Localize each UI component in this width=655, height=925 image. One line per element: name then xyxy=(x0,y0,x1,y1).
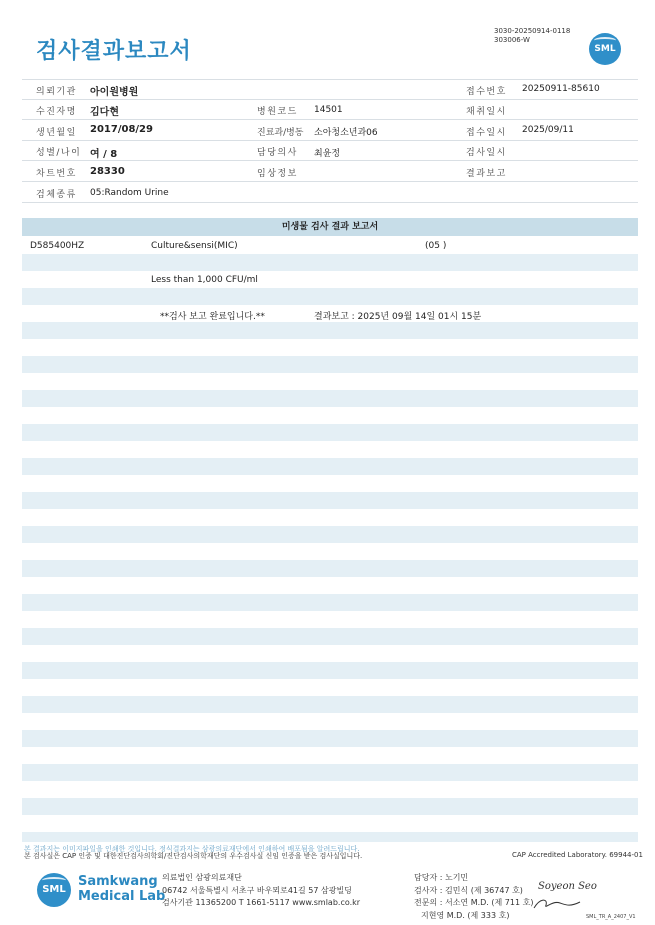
result-row-stripe xyxy=(22,322,638,339)
label-receipt-datetime: 접수일시 xyxy=(466,128,507,138)
attending-doctor: 최윤정 xyxy=(314,149,341,159)
image-print-warning: 본 결과지는 이미지파일을 인쇄한 것입니다. 정식결과지는 삼광의료재단에서 인쇄하여 배포됨을 알려드립니다. xyxy=(24,845,360,853)
result-row-stripe xyxy=(22,560,638,577)
patient-name: 김다현 xyxy=(90,107,119,118)
document-number xyxy=(494,27,570,45)
result-row-stripe xyxy=(22,288,638,305)
divider xyxy=(22,160,638,161)
divider xyxy=(22,99,638,100)
result-row-stripe xyxy=(22,798,638,815)
requesting-institution: 아이원병원 xyxy=(90,87,139,98)
chart-number: 28330 xyxy=(90,166,125,177)
staff-tester: 검사자 : 김민식 (제 36747 호) xyxy=(414,885,523,895)
hospital-code: 14501 xyxy=(314,105,343,115)
divider xyxy=(22,202,638,203)
result-row-stripe xyxy=(22,764,638,781)
page-title: 검사결과보고서 xyxy=(36,39,192,64)
results-section-title: 미생물 검사 결과 보고서 xyxy=(22,218,638,236)
label-test-datetime: 검사일시 xyxy=(466,148,507,158)
culture-result: Less than 1,000 CFU/ml xyxy=(151,275,258,285)
receipt-datetime: 2025/09/11 xyxy=(522,125,574,135)
label-requesting-institution: 의뢰기관 xyxy=(36,87,77,97)
result-row-stripe xyxy=(22,730,638,747)
contact: 검사기관 11365200 T 1661-5117 www.smlab.co.kr xyxy=(162,898,361,907)
label-hospital-code: 병원코드 xyxy=(257,107,298,117)
result-row-stripe xyxy=(22,832,638,842)
divider xyxy=(22,119,638,120)
brand-name xyxy=(78,874,165,904)
staff-specialist-1: 전문의 : 서소연 M.D. (제 711 호) xyxy=(414,898,534,907)
staff-in-charge: 담당자 : 노기민 xyxy=(414,873,469,882)
department-ward: 소아청소년과06 xyxy=(314,128,378,138)
report-complete-note: **검사 보고 완료입니다.** xyxy=(160,312,265,322)
result-row-stripe xyxy=(22,356,638,373)
result-row-stripe xyxy=(22,696,638,713)
result-row-stripe xyxy=(22,254,638,271)
label-specimen-type: 검체종류 xyxy=(36,190,77,200)
brand-name-line-2: Medical Lab xyxy=(78,889,166,904)
specimen-code: (05 ) xyxy=(425,241,447,251)
test-code: D585400HZ xyxy=(30,241,85,251)
label-receipt-number: 접수번호 xyxy=(466,87,507,97)
address: 06742 서울특별시 서초구 바우뫼로41길 57 삼광빌딩 xyxy=(162,885,352,895)
result-row-stripe xyxy=(22,424,638,441)
signature: Soyeon Seo xyxy=(538,881,597,892)
label-collection-datetime: 채취일시 xyxy=(466,107,507,117)
signature-scribble xyxy=(530,894,590,912)
label-birth-date: 생년월일 xyxy=(36,128,77,138)
result-row-stripe xyxy=(22,662,638,679)
label-chart-number: 차트번호 xyxy=(36,169,77,179)
result-row-stripe xyxy=(22,492,638,509)
divider xyxy=(22,140,638,141)
result-row-stripe xyxy=(22,628,638,645)
document-number-line-2: 303006-W xyxy=(494,36,530,44)
result-row-stripe xyxy=(22,594,638,611)
divider xyxy=(22,79,638,80)
organization-name: 의료법인 삼광의료재단 xyxy=(162,873,242,882)
specimen-type: 05:Random Urine xyxy=(90,188,169,198)
staff-specialist-2: 지현영 M.D. (제 333 호) xyxy=(421,910,510,920)
cap-accreditation: CAP Accredited Laboratory. 69944-01 xyxy=(512,851,643,859)
label-attending-doctor: 담당의사 xyxy=(257,148,298,158)
sml-logo: SML xyxy=(37,873,71,907)
label-patient-name: 수진자명 xyxy=(36,107,77,117)
label-clinical-info: 임상정보 xyxy=(257,169,298,179)
report-datetime: 결과보고 : 2025년 09월 14일 01시 15분 xyxy=(314,312,482,322)
birth-date: 2017/08/29 xyxy=(90,124,153,135)
lab-address-block xyxy=(162,872,360,910)
label-sex-age: 성별/나이 xyxy=(36,148,82,158)
certification-note: 본 검사실은 CAP 인증 및 대한진단검사의학회/진단검사의학재단의 우수검사실 신임 인증을 받은 검사실입니다. xyxy=(24,852,363,860)
sml-logo: SML xyxy=(589,33,621,65)
document-number-line-1: 3030-20250914-0118 xyxy=(494,27,571,35)
test-name: Culture&sensi(MIC) xyxy=(151,241,238,251)
label-result-report: 결과보고 xyxy=(466,169,507,179)
brand-name-line-1: Samkwang xyxy=(78,874,158,889)
divider xyxy=(22,181,638,182)
result-row-stripe xyxy=(22,390,638,407)
staff-block xyxy=(414,872,533,922)
form-code: SML_TR_A_2407_V1 xyxy=(586,914,636,920)
result-row-stripe xyxy=(22,458,638,475)
receipt-number: 20250911-85610 xyxy=(522,84,600,94)
label-department-ward: 진료과/병동 xyxy=(257,128,304,138)
result-row-stripe xyxy=(22,526,638,543)
sex-age: 여 / 8 xyxy=(90,149,118,160)
